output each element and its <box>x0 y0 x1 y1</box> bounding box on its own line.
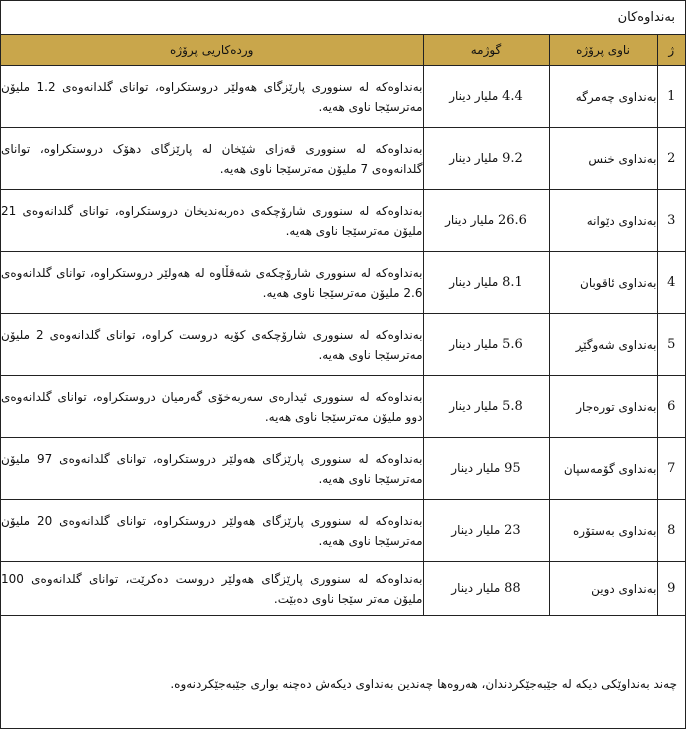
project-details: بەنداوەکە لە سنووری شارۆچکەی شەقڵاوە لە هەولێر دروستکراوە، توانای گلدانەوەی 2.6 ملیۆن مەترسێجا ناوی هەیە. <box>1 252 423 314</box>
table-row <box>1 66 685 128</box>
project-cost <box>423 500 549 562</box>
cost-value: 4.4 <box>502 89 523 104</box>
row-index: 3 <box>657 190 685 252</box>
row-index: 4 <box>657 252 685 314</box>
project-details: بەنداوەکە لە سنووری شارۆچکەی دەربەندیخان دروستکراوە، توانای گلدانەوەی 21 ملیۆن مەترسێجا ناوی هەیە. <box>1 190 423 252</box>
cost-value: 8.1 <box>502 275 523 290</box>
table-row <box>1 376 685 438</box>
header-cost: گوژمە <box>423 35 549 66</box>
cost-unit: ملیار دینار <box>445 213 495 227</box>
cost-unit: ملیار دینار <box>451 461 501 475</box>
cost-value: 5.8 <box>502 399 523 414</box>
project-details: بەنداوەکە لە سنووری شارۆچکەی کۆیە دروست کراوە، توانای گلدانەوەی 2 ملیۆن مەترسێجا ناوی هەیە. <box>1 314 423 376</box>
cost-unit: ملیار دینار <box>449 275 499 289</box>
cost-unit: ملیار دینار <box>451 523 501 537</box>
project-details: بەنداوەکە لە سنووری پارێزگای هەولێر دروستکراوە، توانای گلدانەوەی 97 ملیۆن مەترسێجا ناوی هەیە. <box>1 438 423 500</box>
project-name: بەنداوی ئاقوبان <box>549 252 657 314</box>
cost-value: 88 <box>504 581 521 596</box>
project-cost <box>423 376 549 438</box>
row-index: 9 <box>657 562 685 616</box>
project-name: بەنداوی بەستۆرە <box>549 500 657 562</box>
table-row <box>1 190 685 252</box>
table-row <box>1 128 685 190</box>
cost-value: 5.6 <box>502 337 523 352</box>
project-name: بەنداوی شەوگێڕ <box>549 314 657 376</box>
dams-table <box>1 35 685 616</box>
project-name: بەنداوی گۆمەسپان <box>549 438 657 500</box>
project-cost <box>423 314 549 376</box>
project-details: بەنداوەکە لە سنووری پارێزگای هەولێر دروست دەکرێت، توانای گلدانەوەی 100 ملیۆن مەتر سێجا ناوی دەبێت. <box>1 562 423 616</box>
project-name: بەنداوی خنس <box>549 128 657 190</box>
project-name: بەنداوی دێوانە <box>549 190 657 252</box>
project-details: بەنداوەکە لە سنووری پارێزگای هەولێر دروستکراوە، توانای گلدانەوەی 20 ملیۆن مەترسێجا ناوی هەیە. <box>1 500 423 562</box>
cost-value: 95 <box>504 461 521 476</box>
project-name: بەنداوی دوین <box>549 562 657 616</box>
cost-value: 23 <box>504 523 521 538</box>
header-index: ژ <box>657 35 685 66</box>
row-index: 1 <box>657 66 685 128</box>
cost-unit: ملیار دینار <box>449 151 499 165</box>
header-row <box>1 35 685 66</box>
cost-unit: ملیار دینار <box>449 399 499 413</box>
project-cost <box>423 562 549 616</box>
cost-unit: ملیار دینار <box>449 89 499 103</box>
project-cost <box>423 190 549 252</box>
table-row <box>1 252 685 314</box>
table-caption: بەنداوەکان <box>1 1 685 35</box>
table-body <box>1 66 685 616</box>
project-cost <box>423 66 549 128</box>
project-cost <box>423 252 549 314</box>
row-index: 7 <box>657 438 685 500</box>
cost-unit: ملیار دینار <box>451 581 501 595</box>
project-name: بەنداوی تورەجار <box>549 376 657 438</box>
row-index: 2 <box>657 128 685 190</box>
project-details: بەنداوەکە لە سنووری قەزای شێخان لە پارێزگای دهۆک دروستکراوە، توانای گلدانەوەی 7 ملیۆن مەترسێجا ناوی هەیە. <box>1 128 423 190</box>
project-details: بەنداوەکە لە سنووری پارێزگای هەولێر دروستکراوە، توانای گلدانەوەی 1.2 ملیۆن مەترسێجا ناوی هەیە. <box>1 66 423 128</box>
project-cost <box>423 438 549 500</box>
table-row <box>1 500 685 562</box>
footer-note: چەند بەنداوێکی دیکە لە جێبەجێکردندان، هەروەها چەندین بەنداوی دیکەش دەچنە بواری جێبەجێکردنەوە. <box>170 677 677 691</box>
project-name: بەنداوی چەمرگە <box>549 66 657 128</box>
header-details: وردەکاریی پرۆژە <box>1 35 423 66</box>
table-row <box>1 438 685 500</box>
cost-value: 9.2 <box>502 151 523 166</box>
cost-unit: ملیار دینار <box>449 337 499 351</box>
table-row <box>1 314 685 376</box>
project-cost <box>423 128 549 190</box>
cost-value: 26.6 <box>497 213 527 228</box>
row-index: 8 <box>657 500 685 562</box>
row-index: 6 <box>657 376 685 438</box>
header-name: ناوی پرۆژە <box>549 35 657 66</box>
project-details: بەنداوەکە لە سنووری ئیدارەی سەربەخۆی گەرمیان دروستکراوە، توانای گلدانەوەی دوو ملیۆن مەترسێجا ناوی هەیە. <box>1 376 423 438</box>
row-index: 5 <box>657 314 685 376</box>
table-row <box>1 562 685 616</box>
